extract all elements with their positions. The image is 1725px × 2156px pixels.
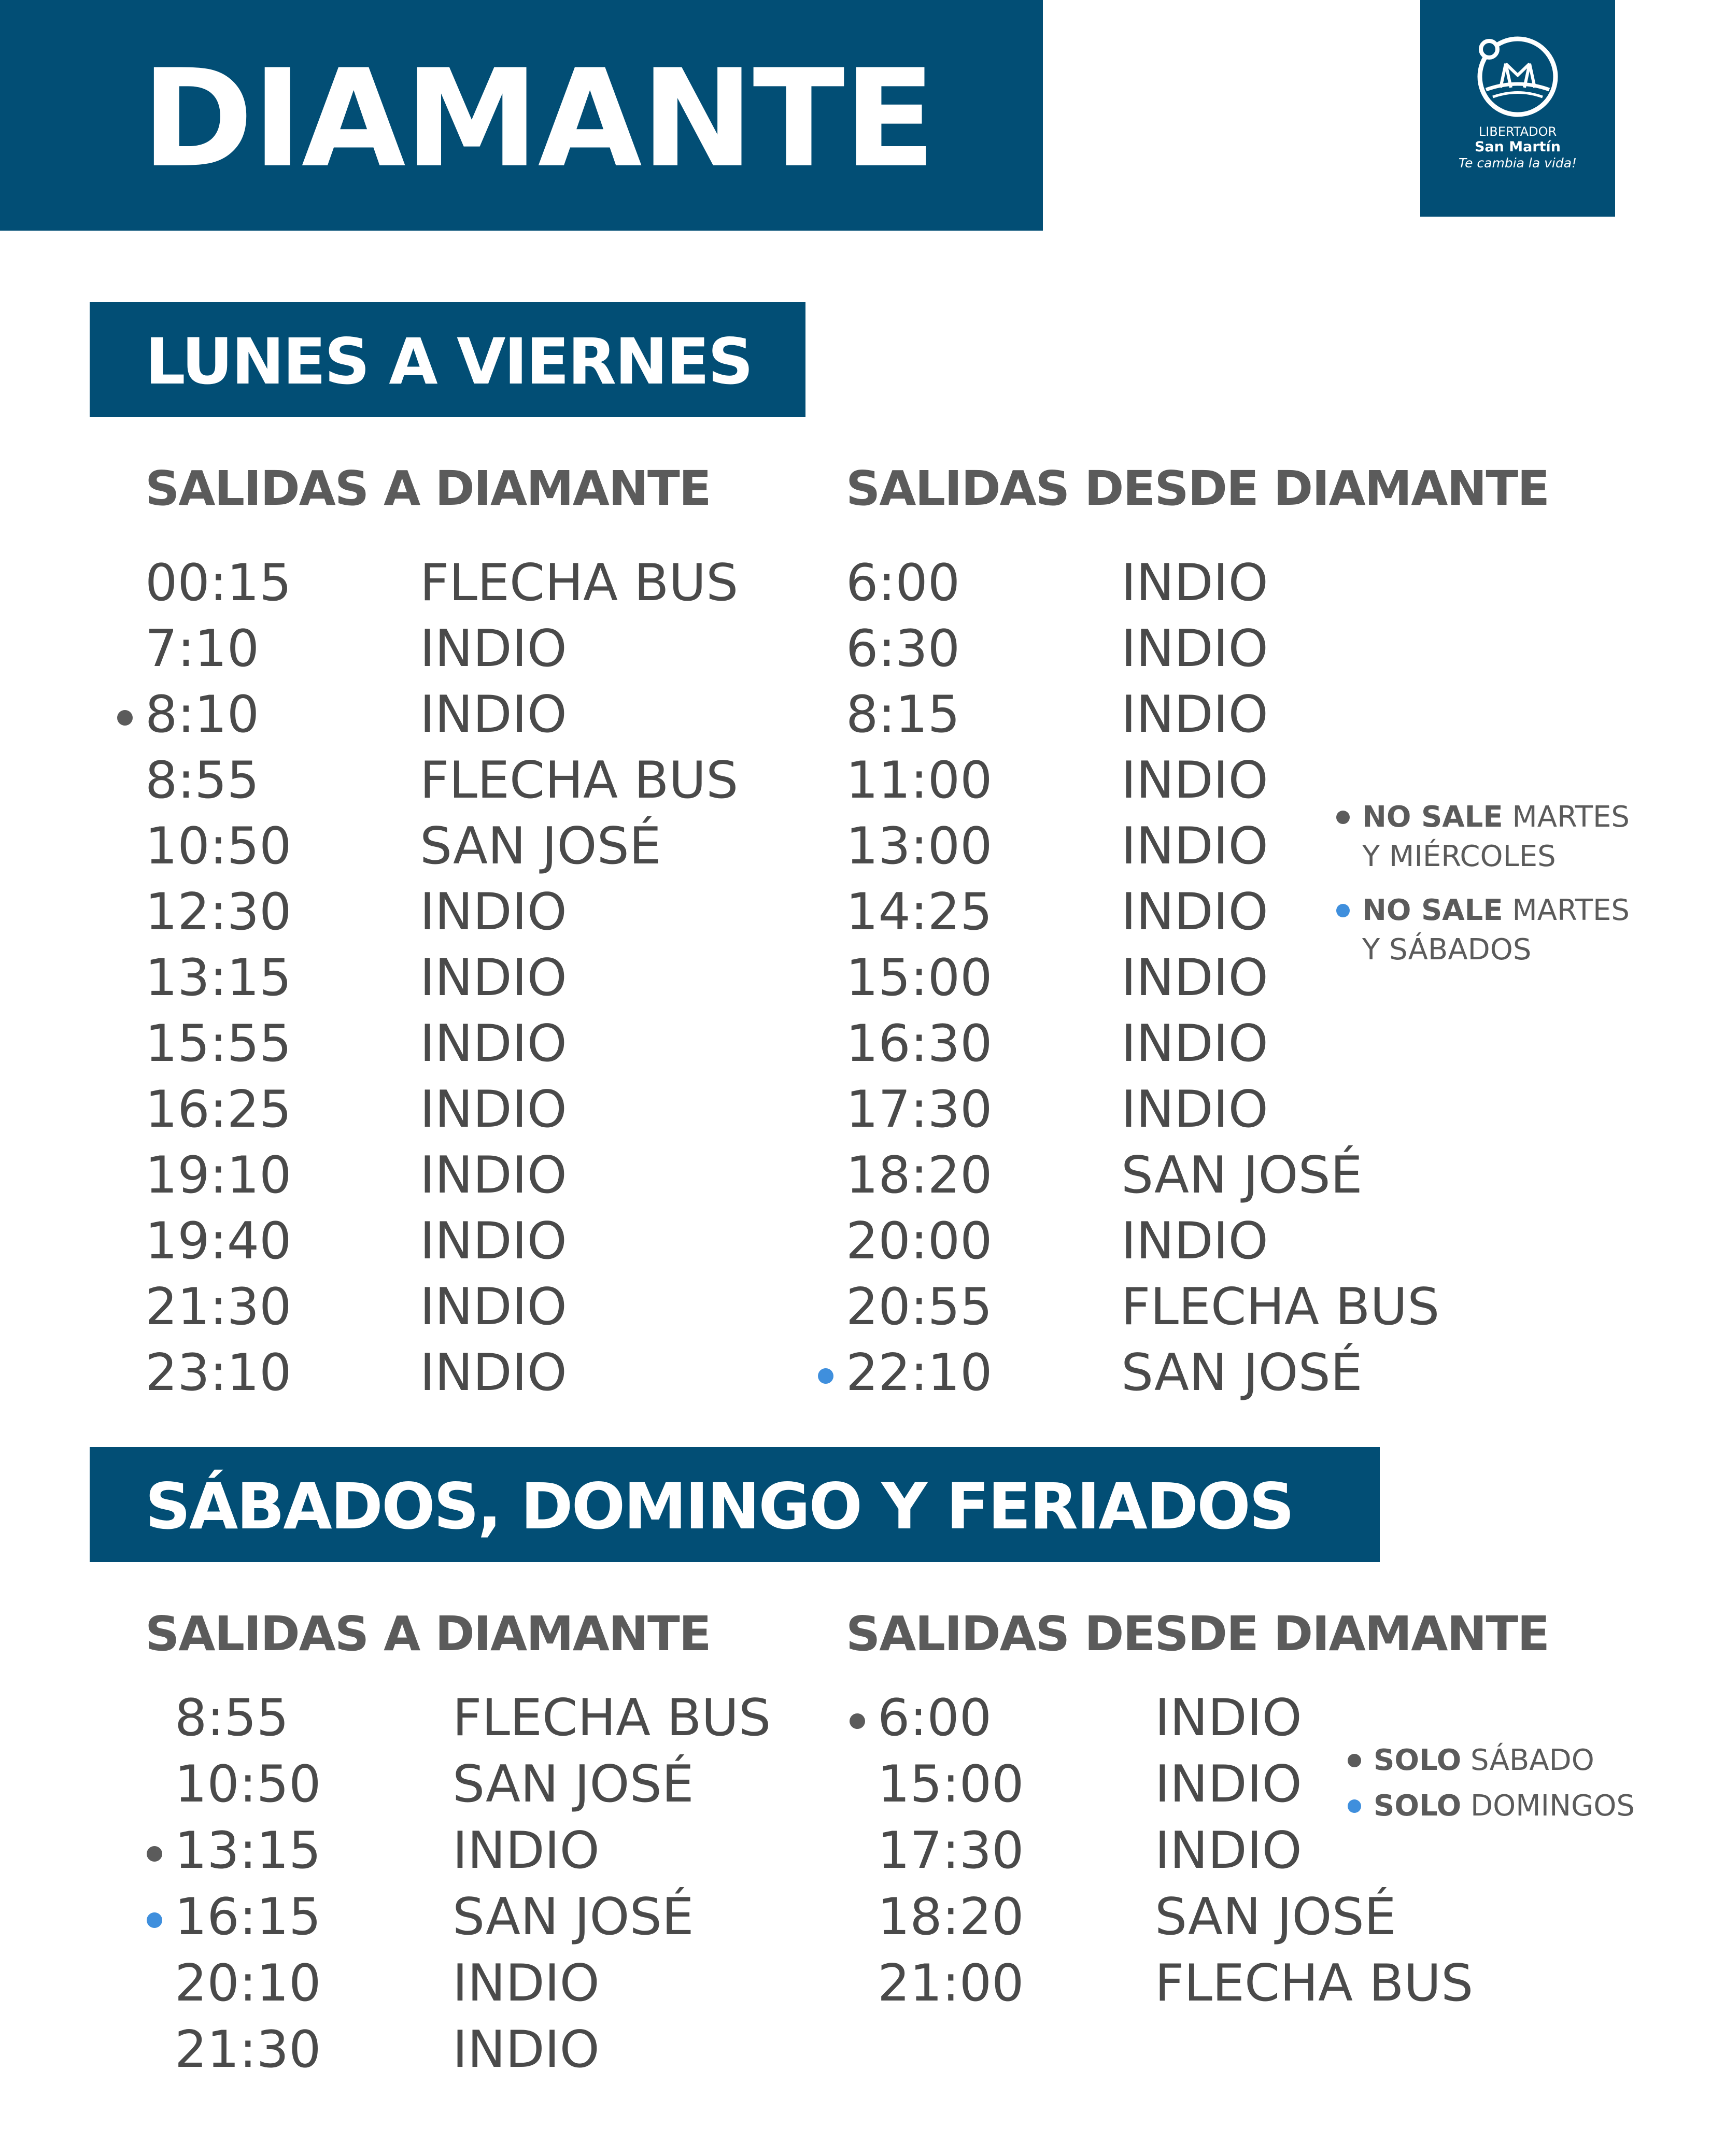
section-heading: LUNES A VIERNES — [145, 325, 752, 399]
section-banner-weekday — [90, 302, 805, 417]
bus-company: SAN JOSÉ — [1121, 1146, 1363, 1205]
bus-company: INDIO — [1121, 619, 1268, 678]
legend-dot-gray — [1348, 1754, 1361, 1767]
bus-company: INDIO — [420, 685, 567, 744]
bus-company: INDIO — [420, 948, 567, 1008]
bus-company: INDIO — [1121, 883, 1268, 942]
marker-dot-gray — [850, 1713, 865, 1729]
bus-company: INDIO — [1121, 751, 1268, 810]
departure-time: 11:00 — [846, 751, 993, 810]
legend-dot-gray — [1336, 811, 1350, 824]
marker-dot-blue — [818, 1368, 833, 1384]
bus-company: INDIO — [420, 1080, 567, 1139]
marker-dot-gray — [117, 710, 133, 726]
departure-time: 15:00 — [846, 948, 993, 1008]
departure-time: 20:00 — [846, 1212, 993, 1271]
bus-company: INDIO — [453, 1954, 600, 2013]
bus-company: INDIO — [453, 2020, 600, 2079]
departure-time: 13:15 — [175, 1821, 321, 1880]
bus-company: INDIO — [1121, 554, 1268, 613]
bus-company: FLECHA BUS — [420, 554, 739, 613]
bus-company: INDIO — [420, 1278, 567, 1337]
bus-company: INDIO — [1121, 817, 1268, 876]
column-title-to-diamante: SALIDAS A DIAMANTE — [145, 461, 711, 516]
bus-company: INDIO — [453, 1821, 600, 1880]
bus-company: FLECHA BUS — [1121, 1278, 1440, 1337]
bus-company: SAN JOSÉ — [420, 817, 661, 876]
departure-time: 20:55 — [846, 1278, 993, 1337]
legend-bold: NO SALE — [1362, 800, 1503, 834]
column-title-from-diamante: SALIDAS DESDE DIAMANTE — [846, 461, 1549, 516]
legend-text — [1362, 798, 1630, 836]
legend-text-line2: Y MIÉRCOLES — [1362, 840, 1556, 873]
departure-time: 15:55 — [145, 1014, 292, 1073]
departure-time: 15:00 — [878, 1755, 1024, 1814]
section-banner-weekend — [90, 1447, 1380, 1562]
departure-time: 17:30 — [846, 1080, 993, 1139]
logo-emblem-icon — [1475, 34, 1561, 120]
departure-time: 8:55 — [145, 751, 260, 810]
departure-time: 23:10 — [145, 1343, 292, 1402]
departure-time: 21:30 — [145, 1278, 292, 1337]
bus-company: INDIO — [420, 883, 567, 942]
marker-dot-gray — [147, 1846, 162, 1862]
bus-company: FLECHA BUS — [420, 751, 739, 810]
legend-text-line2: Y SÁBADOS — [1362, 933, 1532, 967]
bus-company: INDIO — [420, 1212, 567, 1271]
bus-company: INDIO — [1155, 1755, 1302, 1814]
bus-company: SAN JOSÉ — [453, 1888, 694, 1947]
bus-company: SAN JOSÉ — [1121, 1343, 1363, 1402]
departure-time: 13:00 — [846, 817, 993, 876]
departure-time: 10:50 — [175, 1755, 321, 1814]
bus-company: SAN JOSÉ — [453, 1755, 694, 1814]
departure-time: 00:15 — [145, 554, 292, 613]
departure-time: 19:10 — [145, 1146, 292, 1205]
departure-time: 10:50 — [145, 817, 292, 876]
logo-line-2: San Martín — [1474, 139, 1561, 155]
bus-company: SAN JOSÉ — [1155, 1888, 1396, 1947]
legend-text — [1362, 891, 1630, 930]
departure-time: 8:15 — [846, 685, 960, 744]
legend-dot-blue — [1348, 1799, 1361, 1813]
page-title-banner — [0, 0, 1043, 231]
departure-time: 14:25 — [846, 883, 993, 942]
logo-slogan: Te cambia la vida! — [1458, 155, 1577, 171]
legend-text — [1374, 1741, 1594, 1780]
page-title: DIAMANTE — [142, 41, 935, 197]
bus-company: FLECHA BUS — [1155, 1954, 1474, 2013]
departure-time: 21:00 — [878, 1954, 1024, 2013]
legend-bold: SOLO — [1374, 1743, 1462, 1777]
legend-rest: SÁBADO — [1461, 1743, 1594, 1777]
departure-time: 6:00 — [846, 554, 960, 613]
departure-time: 13:15 — [145, 948, 292, 1008]
departure-time: 12:30 — [145, 883, 292, 942]
departure-time: 16:30 — [846, 1014, 993, 1073]
logo — [1420, 0, 1615, 217]
departure-time: 20:10 — [175, 1954, 321, 2013]
column-title-to-diamante: SALIDAS A DIAMANTE — [145, 1606, 711, 1662]
legend-dot-blue — [1336, 904, 1350, 917]
bus-company: INDIO — [1121, 685, 1268, 744]
legend-rest: DOMINGOS — [1461, 1789, 1635, 1823]
bus-company: INDIO — [420, 1343, 567, 1402]
departure-time: 8:10 — [145, 685, 260, 744]
departure-time: 7:10 — [145, 619, 260, 678]
departure-time: 16:25 — [145, 1080, 292, 1139]
legend-rest: MARTES — [1503, 893, 1630, 927]
bus-company: INDIO — [1121, 1212, 1268, 1271]
legend-bold: SOLO — [1374, 1789, 1462, 1823]
departure-time: 21:30 — [175, 2020, 321, 2079]
departure-time: 22:10 — [846, 1343, 993, 1402]
bus-company: INDIO — [1121, 1080, 1268, 1139]
bus-company: INDIO — [420, 1146, 567, 1205]
departure-time: 18:20 — [878, 1888, 1024, 1947]
legend-bold: NO SALE — [1362, 893, 1503, 927]
marker-dot-blue — [147, 1912, 162, 1928]
departure-time: 16:15 — [175, 1888, 321, 1947]
legend-text — [1374, 1787, 1635, 1825]
departure-time: 8:55 — [175, 1689, 289, 1748]
legend-rest: MARTES — [1503, 800, 1630, 834]
bus-company: INDIO — [420, 619, 567, 678]
column-title-from-diamante: SALIDAS DESDE DIAMANTE — [846, 1606, 1549, 1662]
departure-time: 19:40 — [145, 1212, 292, 1271]
bus-company: INDIO — [420, 1014, 567, 1073]
logo-line-1: LIBERTADOR — [1478, 124, 1557, 139]
bus-company: INDIO — [1155, 1689, 1302, 1748]
departure-time: 18:20 — [846, 1146, 993, 1205]
departure-time: 17:30 — [878, 1821, 1024, 1880]
departure-time: 6:30 — [846, 619, 960, 678]
bus-company: FLECHA BUS — [453, 1689, 771, 1748]
bus-company: INDIO — [1121, 948, 1268, 1008]
bus-company: INDIO — [1155, 1821, 1302, 1880]
section-heading: SÁBADOS, DOMINGO Y FERIADOS — [145, 1470, 1293, 1543]
departure-time: 6:00 — [878, 1689, 992, 1748]
bus-company: INDIO — [1121, 1014, 1268, 1073]
